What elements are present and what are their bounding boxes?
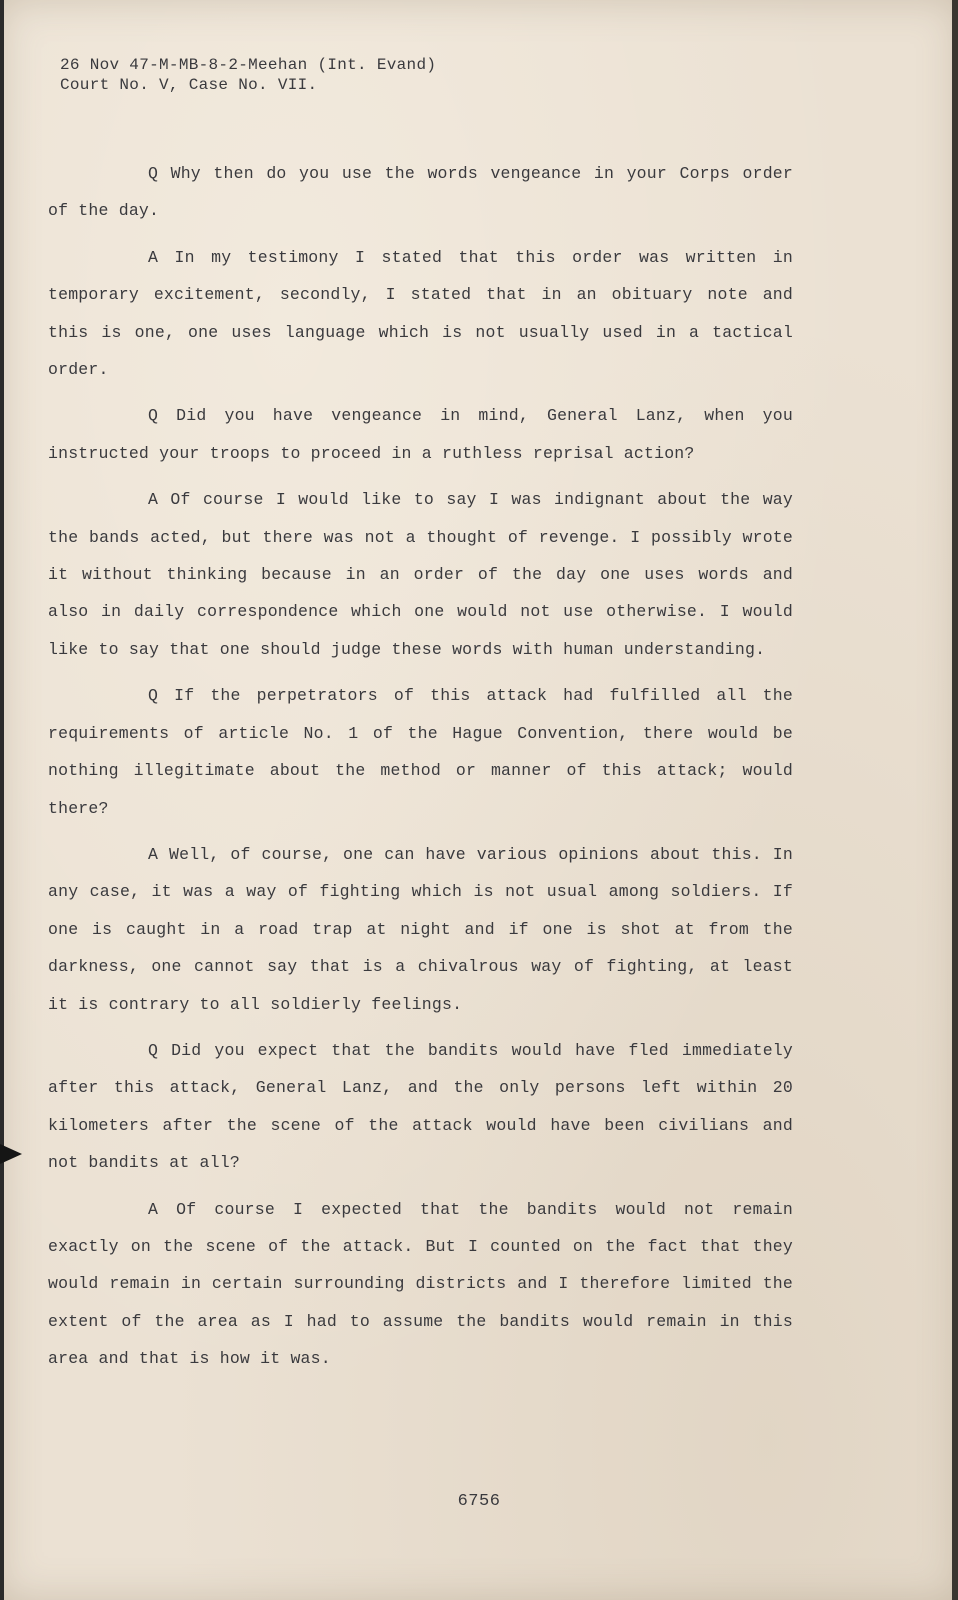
question-paragraph: Q Did you expect that the bandits would have fled immediately after this attack, General Lanz, and the only persons left within 20 kilometers after the scene of the attack would have been civilians and not bandits at all? (48, 1040, 793, 1173)
answer-paragraph: A Of course I expected that the bandits would not remain exactly on the scene of the attack. But I counted on the fact that they would remain in certain surrounding districts and I therefore limited the extent of the area as I had to assume the bandits would remain in this area and that is how it was. (48, 1199, 793, 1369)
document-header (60, 55, 436, 95)
answer-paragraph: A In my testimony I stated that this order was written in temporary excitement, secondly, I stated that in an obituary note and this is one, one uses language which is not usually used in a tactical order. (48, 247, 793, 380)
answer-paragraph: A Well, of course, one can have various opinions about this. In any case, it was a way of fighting which is not usual among soldiers. If one is caught in a road trap at night and if one is shot at from the darkness, one cannot say that is a chivalrous way of fighting, at least it is contrary to all soldierly feelings. (48, 844, 793, 1014)
question-paragraph: Q Why then do you use the words vengeance in your Corps order of the day. (48, 164, 793, 221)
transcript-body (48, 155, 793, 1378)
header-line-1: 26 Nov 47-M-MB-8-2-Meehan (Int. Evand) (60, 56, 437, 74)
question-paragraph: Q Did you have vengeance in mind, General Lanz, when you instructed your troops to proceed in a ruthless reprisal action? (48, 406, 793, 463)
page-number: 6756 (457, 1492, 501, 1511)
answer-paragraph: A Of course I would like to say I was indignant about the way the bands acted, but there was not a thought of revenge. I possibly wrote it without thinking because in an order of the day one uses words and also in daily correspondence which one would not use otherwise. I would like to say that one should judge these words with human understanding. (48, 490, 793, 659)
header-line-2: Court No. V, Case No. VII. (60, 76, 318, 94)
binding-arrow-icon (0, 1144, 22, 1164)
scan-border-left (0, 0, 4, 1600)
question-paragraph: Q If the perpetrators of this attack had fulfilled all the requirements of article No. 1 of the Hague Convention, there would be nothing illegitimate about the method or manner of this attack; would there? (48, 686, 793, 818)
scan-border-right (952, 0, 958, 1600)
